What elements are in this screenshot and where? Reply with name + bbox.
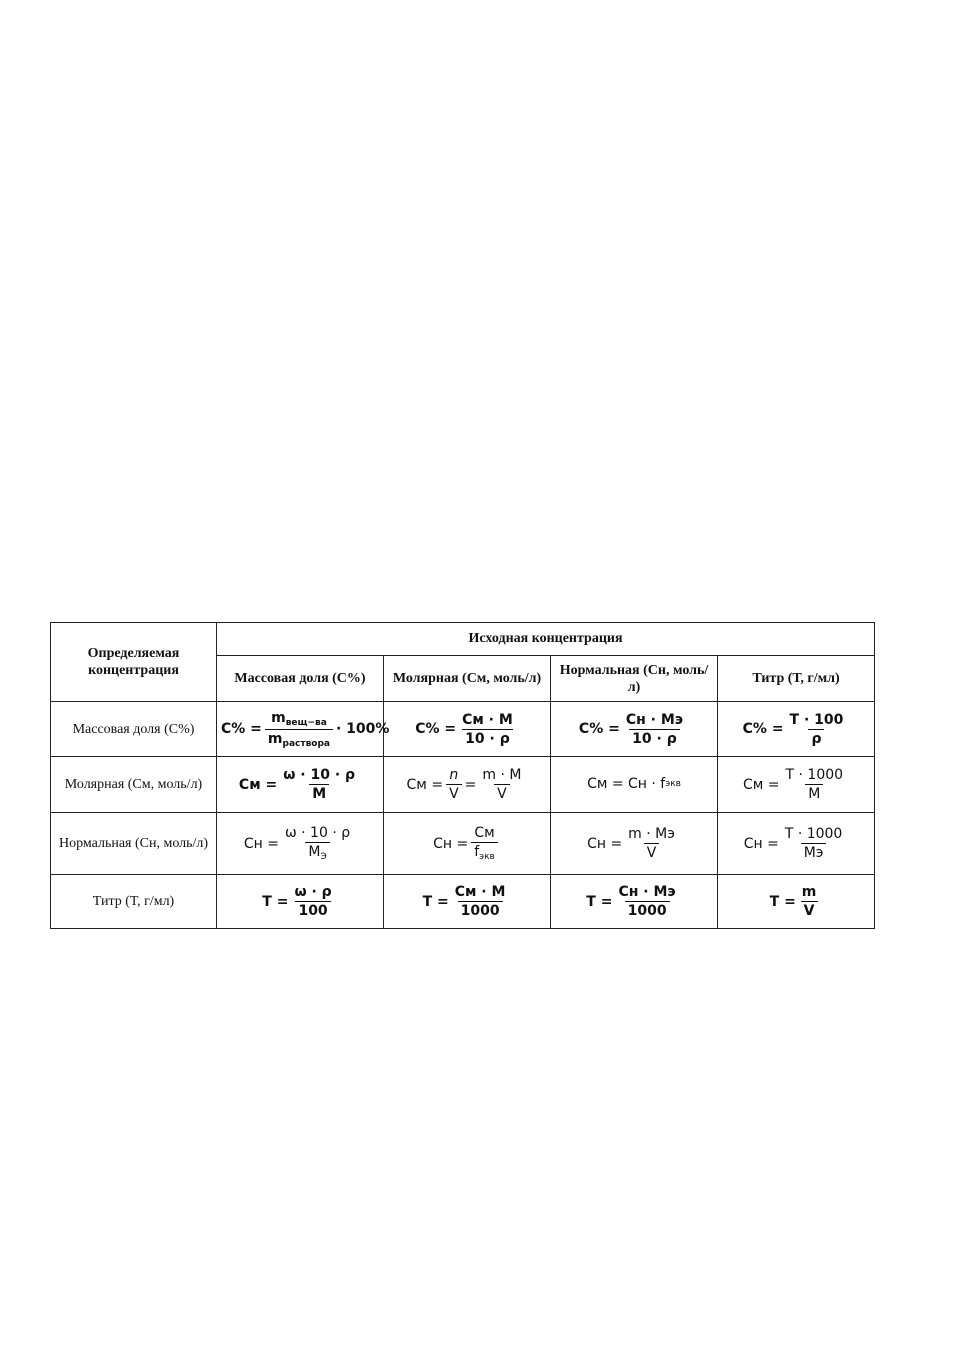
row-label: Титр (Т, г/мл): [51, 875, 217, 929]
row-label: Молярная (См, моль/л): [51, 757, 217, 813]
group-header: Исходная концентрация: [217, 623, 875, 656]
formula-cell: Сн = $\frac{m \cdot Mэ}{V}$: [551, 813, 718, 875]
formula-cell: C% = $\frac{Сн \cdot Mэ}{10 \cdot \rho}$: [551, 702, 718, 757]
row-label: Массовая доля (С%): [51, 702, 217, 757]
formula-cell: См = Сн · f экв: [551, 757, 718, 813]
column-header-mass-fraction: Массовая доля (С%): [217, 656, 384, 702]
concentration-conversion-table: [50, 622, 875, 929]
formula-cell: Сн = $\frac{См}{f_{экв}}$: [384, 813, 551, 875]
column-header-normal: Нормальная (Сн, моль/л): [551, 656, 718, 702]
formula-cell: T = $\frac{См \cdot M}{1000}$: [384, 875, 551, 929]
row-label: Нормальная (Сн, моль/л): [51, 813, 217, 875]
formula-cell: C% = $\frac{См \cdot M}{10 \cdot \rho}$: [384, 702, 551, 757]
formula-cell: См = $\frac{\omega \cdot 10 \cdot \rho}{M}$: [217, 757, 384, 813]
formula-cell: T = $\frac{\omega \cdot \rho}{100}$: [217, 875, 384, 929]
formula-cell: Сн = $\frac{T \cdot 1000}{Mэ}$: [718, 813, 875, 875]
table-row: [51, 702, 875, 757]
formula-cell: T = $\frac{m}{V}$: [718, 875, 875, 929]
corner-header: Определяемая концентрация: [51, 623, 217, 702]
table-row: [51, 757, 875, 813]
formula-cell: C% = $\frac{T \cdot 100}{\rho}$: [718, 702, 875, 757]
table-row: [51, 813, 875, 875]
column-header-molar: Молярная (См, моль/л): [384, 656, 551, 702]
formula-cell: T = $\frac{Сн \cdot Mэ}{1000}$: [551, 875, 718, 929]
table-row: [51, 875, 875, 929]
formula-cell: См = $\frac{T \cdot 1000}{M}$: [718, 757, 875, 813]
column-header-titer: Титр (Т, г/мл): [718, 656, 875, 702]
formula-cell: C% = $\frac{m_{вещ-ва}}{m_{раствора}}$ · 100%: [217, 702, 384, 757]
formula-cell: Сн = $\frac{\omega \cdot 10 \cdot \rho}{M_Э}$: [217, 813, 384, 875]
formula-cell: См = $\frac{n}{V}$ = $\frac{m \cdot M}{V}$: [384, 757, 551, 813]
